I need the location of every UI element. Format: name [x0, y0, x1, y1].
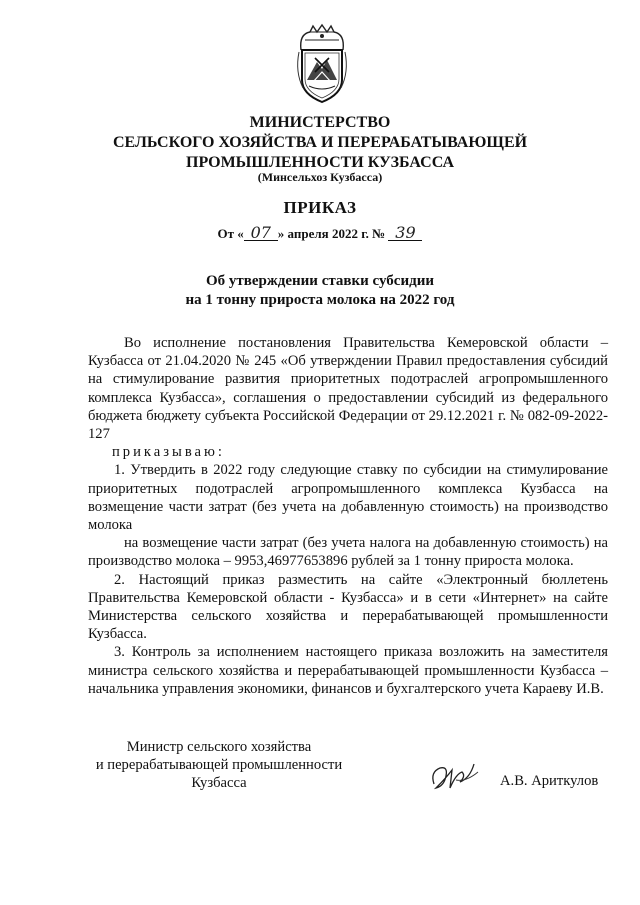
order-body [88, 334, 608, 698]
coat-of-arms-icon [293, 22, 351, 106]
order-number: 39 [388, 226, 422, 241]
signer-name: А.В. Ариткулов [500, 773, 599, 789]
subject-line: Об утверждении ставки субсидии [206, 273, 434, 289]
position-line: Министр сельского хозяйства [126, 739, 312, 755]
order-subject [0, 272, 640, 310]
date-prefix: От « [217, 226, 244, 241]
signer-position [84, 738, 354, 793]
ministry-header [0, 113, 640, 173]
position-line: Кузбасса [191, 775, 247, 792]
date-middle: » апреля 2022 г. № [277, 226, 386, 241]
signature-icon [426, 758, 496, 794]
ministry-line: ПРОМЫШЛЕННОСТИ КУЗБАССА [186, 154, 454, 171]
item-2: 2. Настоящий приказ разместить на сайте «Электронный бюллетень Правительства Кемеровской области - Кузбасса» и в сети «Интернет» на сайте Министерства сельского хозяйства и перерабатывающей промышленности Кузбасса. [88, 571, 608, 643]
order-day: 07 [244, 226, 278, 241]
order-title: ПРИКАЗ [283, 198, 357, 217]
order-word: приказываю: [112, 444, 225, 461]
subject-line: на 1 тонну прироста молока на 2022 год [185, 292, 455, 308]
ministry-short-name: (Минсельхоз Кузбасса) [257, 170, 383, 184]
item-3: 3. Контроль за исполнением настоящего приказа возложить на заместителя министра сельского хозяйства и перерабатывающей промышленности Кузбасса – начальника управления экономики, финансов и бухгалтерского учета Караеву И.В. [88, 644, 608, 697]
position-line: и перерабатывающей промышленности [95, 757, 343, 774]
ministry-line: МИНИСТЕРСТВО [249, 114, 391, 131]
item-1: 1. Утвердить в 2022 году следующие ставку по субсидии на стимулирование приоритетных подотраслей агропромышленного комплекса Кузбасса на возмещение части затрат (без учета на добавленную стоимость) на производство молока [88, 462, 608, 534]
order-date-line [0, 223, 640, 242]
ministry-line: СЕЛЬСКОГО ХОЗЯЙСТВА И ПЕРЕРАБАТЫВАЮЩЕЙ [112, 134, 528, 151]
item-1-rate: на возмещение части затрат (без учета налога на добавленную стоимость) на производство молока – 9953,46977653896 рублей за 1 тонну прироста молока. [88, 535, 608, 570]
intro-paragraph: Во исполнение постановления Правительства Кемеровской области – Кузбасса от 21.04.2020 № 245 «Об утверждении Правил предоставления субсидий на стимулирование развития приоритетных подотраслей агропромышленного комплекса Кузбасса», соглашения о предоставлении субсидий из федерального бюджета бюджету субъекта Российской Федерации от 29.12.2021 г. № 082-09-2022-127 [88, 335, 608, 443]
